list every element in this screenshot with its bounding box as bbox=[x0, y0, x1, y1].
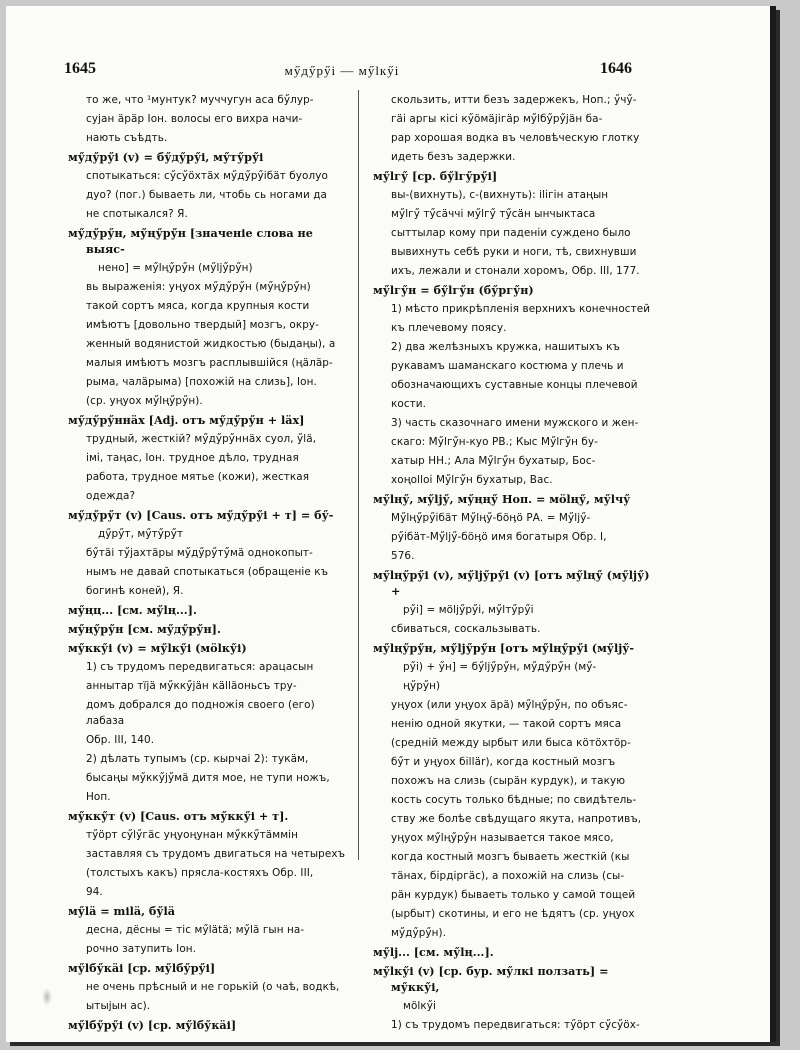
entry-text-line: бӳтäi тӳjахтäры мӳдӳрӳтӳмä однокопыт- bbox=[86, 547, 313, 559]
entry-text-line: ненію одной якутки, — такой сортъ мяса bbox=[391, 718, 622, 730]
scan-smudge bbox=[42, 988, 52, 1006]
entry-text-line: не очень прѣсный и не горькій (о чаѣ, водкѣ, bbox=[86, 981, 340, 993]
entry-headword-line: мӳlj... [см. мӳlң...]. bbox=[373, 945, 494, 959]
entry-text-line: 1) съ трудомъ передвигаться: арацасын bbox=[86, 661, 314, 673]
entry-text-line: ихъ, лежали и стонали хоромъ, Обр. III, 177. bbox=[391, 265, 640, 277]
entry-text-line: когда костный мозгъ бываеть жесткій (кы bbox=[391, 851, 630, 863]
entry-text-line: рукавамъ шаманскаго костюма у плечь и bbox=[391, 360, 624, 372]
entry-headword-line: мӳlгӳ [ср. бӳlгӳрӳі] bbox=[373, 169, 498, 183]
entry-text-line: такой сортъ мяса, когда крупныя кости bbox=[86, 300, 310, 312]
entry-text-line: мӳlгӳ тӳсäччі мӳlгӳ тӳсäн ынчыктаса bbox=[391, 208, 596, 220]
entry-text-line: 1) съ трудомъ передвигаться: тӳöрт сӳсӳöх- bbox=[391, 1019, 640, 1031]
entry-text-line: тӳöрт сӳlӳгäс уңуоңунан мӳккӳтäммін bbox=[86, 829, 299, 841]
entry-text-line: скаго: Мӳlгӳн-куо РВ.; Кыс Мӳlгӳн бу- bbox=[391, 436, 599, 448]
left-page-number: 1645 bbox=[64, 60, 96, 77]
entry-headword-line: мӳlкӳі (v) [ср. бур. мӳлкі ползать] = мӳккӳі, bbox=[373, 964, 609, 994]
entry-text-line: рочно затупить Іон. bbox=[86, 943, 197, 955]
entry-text-line: одежда? bbox=[86, 490, 136, 502]
entry-text-line: рар хорошая водка въ человѣческую глотку bbox=[391, 132, 640, 144]
entry-headword-line: мӳдӳрӳі (v) = бӳдӳрӳі, мӳтӳрӳі bbox=[68, 150, 264, 164]
entry-text-line: спотыкаться: сӳсӳöхтäх мӳдӳрӳібäт буолуо bbox=[86, 170, 328, 182]
entry-text-line: заставляя съ трудомъ двигаться на четырехъ bbox=[86, 848, 346, 860]
entry-text-line: бысаңы мӳккӳjӳмä дитя мое, не тупи ножъ, bbox=[86, 772, 330, 784]
entry-text-line: аннытар тïjä мӳккӳjäн кälläоньсъ тру- bbox=[86, 680, 297, 692]
entry-text-line: гäі аргы кісі кӳöмäjігäр мӳlбӳрӳjäн ба- bbox=[391, 113, 603, 125]
entry-text-line: суjан äpäр Іон. волосы его вихра начи- bbox=[86, 113, 303, 125]
entry-text-line: работа, трудное мятье (кожи), жесткая bbox=[86, 471, 310, 483]
entry-text-line: мӳдӳрӳн). bbox=[391, 927, 447, 939]
entry-text-line: тäнах, бірдіргäс), а похожій на слизь (сы- bbox=[391, 870, 625, 882]
entry-text-line: (толстыхъ какъ) прясла-костяхъ Обр. III, bbox=[86, 867, 314, 879]
entry-text-line: трудный, жесткій? мӳдӳрӳннäх суол, ӳlä, bbox=[86, 433, 317, 445]
entry-text-line: (ср. уңуох мӳlңӳрӳн). bbox=[86, 395, 203, 407]
entry-text-line: рӳі) + ӳн] = бӳljӳрӳн, мӳдӳрӳн (мӳ- bbox=[403, 661, 597, 673]
entry-headword-line: мӳдӳрӳн, мӳңӳрӳн [значеніе слова не выяс- bbox=[68, 226, 313, 256]
entry-text-line: богинѣ коней), Я. bbox=[86, 585, 184, 597]
entry-headword-line: мӳңӳрӳн [см. мӳдӳрӳн]. bbox=[68, 622, 221, 636]
right-page-number: 1646 bbox=[600, 60, 632, 77]
entry-text-line: уңуох (или уңуох äpä) мӳlңӳрӳн, по объяс- bbox=[391, 699, 628, 711]
entry-text-line: 94. bbox=[86, 886, 103, 898]
entry-text-line: идеть безъ задержки. bbox=[391, 151, 516, 163]
entry-text-line: бӳт и уңуох біllär), когда костный мозгъ bbox=[391, 756, 616, 768]
entry-headword-line: мӳккӳт (v) [Caus. отъ мӳккӳі + т]. bbox=[68, 809, 289, 823]
entry-text-line: 2) два желѣзныхъ кружка, нашитыхъ къ bbox=[391, 341, 620, 353]
entry-headword-line: мӳlгӳн = бӳlгӳн (бӳргӳн) bbox=[373, 283, 534, 297]
entry-headword-line: мӳlңӳ, мӳljӳ, мӳңңӳ Ноп. = мölңӳ, мӳlчӳ bbox=[373, 492, 631, 506]
entry-text-line: имѣютъ [довольно твердый] мозгъ, окру- bbox=[86, 319, 320, 331]
page-edge-shadow bbox=[770, 6, 776, 1042]
entry-text-line: вь выраженія: уңуох мӳдӳрӳн (мӳңӳрӳн) bbox=[86, 281, 311, 293]
entry-text-line: сбиваться, соскальзывать. bbox=[391, 623, 541, 635]
entry-text-line: ңӳрӳн) bbox=[403, 680, 441, 692]
right-column bbox=[373, 92, 651, 1036]
running-head: мӳдӳрӳі — мӳlкӳі bbox=[284, 63, 400, 78]
entry-text-line: 576. bbox=[391, 550, 415, 562]
entry-text-line: ытыjын ас). bbox=[86, 1000, 151, 1012]
entry-text-line: мölкӳі bbox=[403, 1000, 436, 1012]
entry-headword-line: мӳдӳрӳннäх [Adj. отъ мӳдӳрӳн + lӓх] bbox=[68, 413, 305, 427]
entry-text-line: скользить, итти безъ задержекъ, Ноп.; ӳчӳ- bbox=[391, 94, 637, 106]
entry-text-line: вывихнуть себѣ руки и ноги, тѣ, свихнувши bbox=[391, 246, 637, 258]
entry-text-line: нымъ не давай спотыкаться (обращеніе къ bbox=[86, 566, 329, 578]
entry-text-line: сыттылар кому при паденіи суждено было bbox=[391, 227, 631, 239]
entry-text-line: рӳібäт-Мӳljӳ-бöӊö имя богатыря Обр. I, bbox=[391, 531, 607, 543]
entry-text-line: дуо? (пог.) бываеть ли, чтобь сь ногами да bbox=[86, 189, 327, 201]
entry-headword-line: мӳlä = mіlä, бӳlä bbox=[68, 904, 176, 918]
dictionary-page bbox=[6, 6, 776, 1042]
entry-text-line: імі, таңас, Іон. трудное дѣло, трудная bbox=[86, 452, 299, 464]
entry-text-line: Мӳlңӳрӳібäт Мӳlңӳ-бöӊö РА. = Мӳljӳ- bbox=[391, 512, 591, 524]
entry-text-line: не спотыкался? Я. bbox=[86, 208, 188, 220]
entry-text-line: 3) часть сказочнаго имени мужского и жен- bbox=[391, 417, 639, 429]
entry-text-line: десна, дёсны = тіс мӳlätä; мӳlä гын на- bbox=[86, 924, 305, 936]
entry-headword-line: мӳlбӳрӳі (v) [ср. мӳlбӳкäі] bbox=[68, 1018, 237, 1032]
entry-text-line: обозначающихъ суставные концы плечевой bbox=[391, 379, 638, 391]
entry-text-line: нають съѣдть. bbox=[86, 132, 168, 144]
entry-text-line: уңуох мӳlңӳрӳн называется такое мясо, bbox=[391, 832, 614, 844]
entry-text-line: рыма, чалäрыма) [похожій на слизь], Іон. bbox=[86, 376, 317, 388]
entry-text-line: домъ добрался до подножія своего (его) лабаза bbox=[86, 699, 315, 727]
entry-text-line: (средній между ырбыт или быса кöтöхтöр- bbox=[391, 737, 631, 749]
entry-headword-line: мӳңц... [см. мӳlң...]. bbox=[68, 603, 197, 617]
entry-text-line: нено] = мӳlңӳрӳн (мӳljӳрӳн) bbox=[98, 262, 253, 274]
entry-headword-line: мӳlбӳкäі [ср. мӳlбӳрӳі] bbox=[68, 961, 216, 975]
entry-text-line: хоңоllоі Мӳlгӳн бухатыр, Вас. bbox=[391, 474, 553, 486]
entry-text-line: дӳрӳт, мӳтӳрӳт bbox=[98, 528, 184, 540]
entry-text-line: женный водянистой жидкостью (быдаңы), а bbox=[86, 338, 336, 350]
entry-text-line: кости. bbox=[391, 398, 427, 410]
entry-text-line: рӳі] = мöljӳрӳі, мӳlтӳрӳі bbox=[403, 604, 534, 616]
entry-text-line: ству же болѣе свѣдущаго якута, напротивъ, bbox=[391, 813, 642, 825]
entry-headword-line: мӳдӳрӳт (v) [Caus. отъ мӳдӳрӳі + т] = бӳ- bbox=[68, 508, 334, 522]
entry-text-line: похожъ на слизь (сырäн курдук), и такую bbox=[391, 775, 626, 787]
entry-headword-line: мӳккӳі (v) = мӳlкӳі (мölкӳі) bbox=[68, 641, 247, 655]
entry-text-line: то же, что ¹мунтук? муччугун аса бӳлур- bbox=[86, 94, 314, 106]
entry-text-line: малыя имѣютъ мозгъ расплывшійся (ңäлäр- bbox=[86, 357, 333, 369]
entry-text-line: кость сосуть только бѣдные; по свидѣтель- bbox=[391, 794, 637, 806]
entry-text-line: Ноп. bbox=[86, 791, 111, 803]
entry-headword-line: мӳlңӳрӳн, мӳljӳрӳн [отъ мӳlңӳрӳі (мӳljӳ- bbox=[373, 641, 635, 655]
entry-headword-line: мӳlңӳрӳі (v), мӳljӳрӳі (v) [отъ мӳlңӳ (мӳljӳ) + bbox=[373, 568, 650, 598]
entry-text-line: хатыр НН.; Ала Мӳlгӳн бухатыр, Бос- bbox=[391, 455, 596, 467]
column-divider bbox=[358, 90, 359, 860]
entry-text-line: рäн курдук) бываеть только у самой тощей bbox=[391, 889, 636, 901]
entry-text-line: вы-(вихнуть), с-(вихнуть): ilігін атаңын bbox=[391, 189, 609, 201]
entry-text-line: 2) дѣлать тупымъ (ср. кырчаi 2): тукäм, bbox=[86, 753, 309, 765]
entry-text-line: (ырбыт) скотины, и его не ѣдятъ (ср. уңуох bbox=[391, 908, 635, 920]
entry-text-line: къ плечевому поясу. bbox=[391, 322, 507, 334]
left-column bbox=[68, 92, 348, 1036]
entry-text-line: 1) мѣсто прикрѣпленія верхнихъ конечностей bbox=[391, 303, 651, 315]
entry-text-line: Обр. III, 140. bbox=[86, 734, 155, 746]
